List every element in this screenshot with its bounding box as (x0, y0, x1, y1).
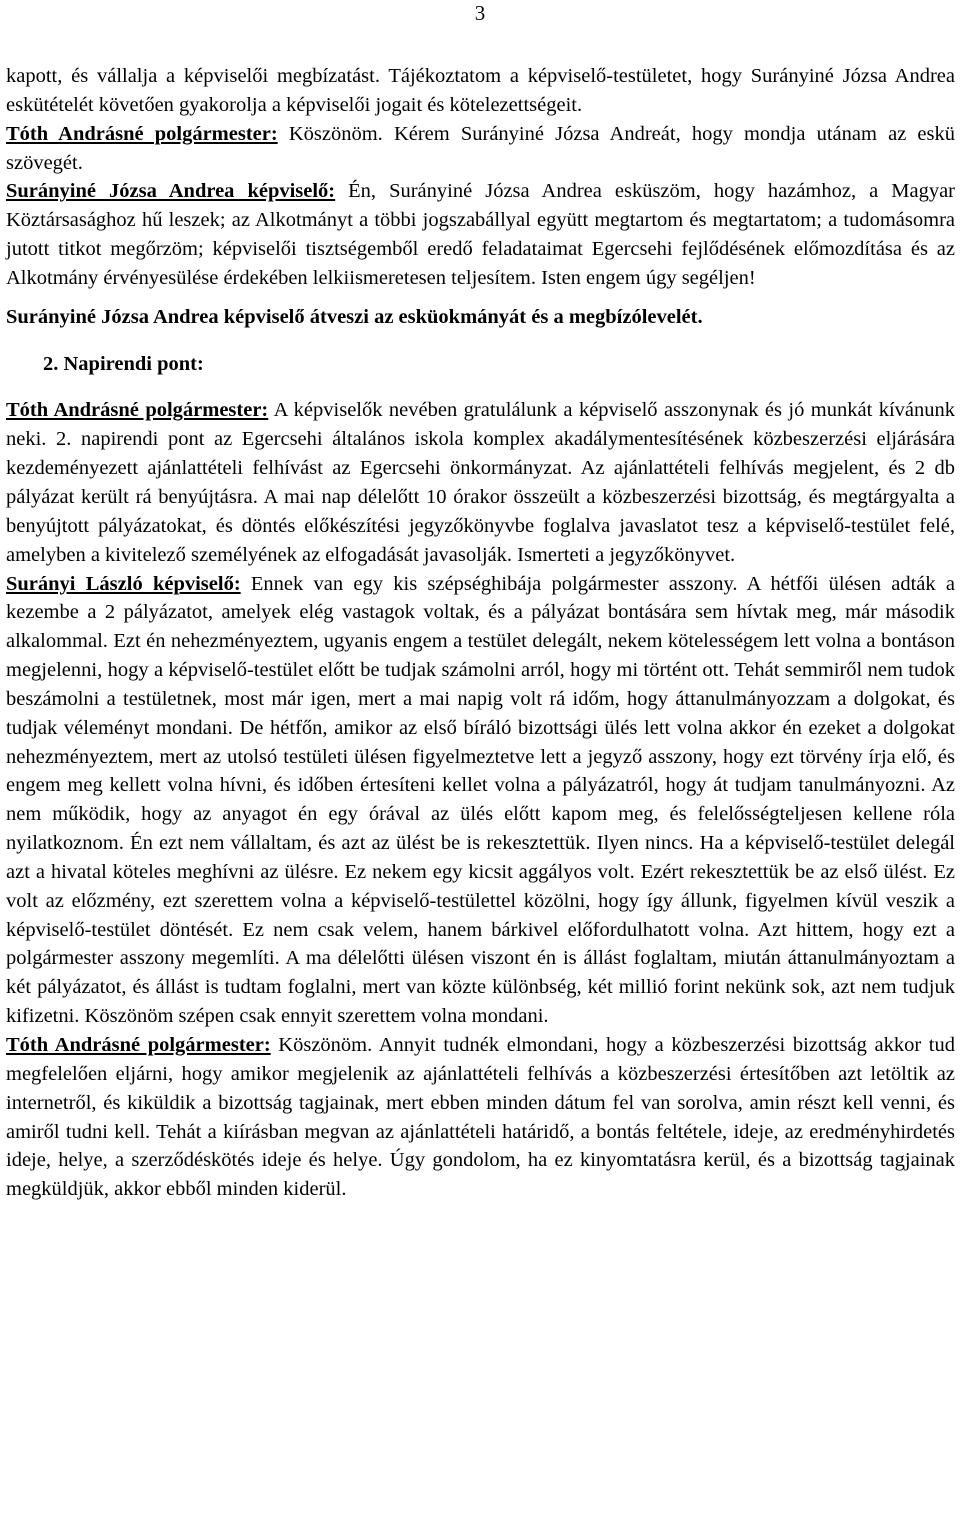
paragraph-text: Köszönöm. Annyit tudnék elmondani, hogy a közbeszerzési bizottság akkor tud megfelelően eljárni, hogy amikor megjelenik az ajánlattételi felhívás a közbeszerzési értesítőben azt letöltik az internetről, és kiküldik a bizottság tagjainak, mert ebben minden dátum fel van sorolva, amin részt kell venni, és amiről tudni kell. Tehát a kiírásban megvan az ajánlattételi határidő, a bontás feltétele, ideje, az eredményhirdetés ideje, helye, a szerződéskötés ideje és helye. Úgy gondolom, ha ez kinyomtatásra kerül, és a bizottság tagjainak megküldjük, akkor ebből minden kiderül. (6, 1034, 955, 1201)
paragraph-5 (6, 570, 955, 1032)
paragraph-3 (6, 177, 955, 292)
document-body (6, 62, 955, 1204)
paragraph-text: Köszönöm. Kérem Surányiné Józsa Andreát, hogy mondja utánam az eskü szövegét. (6, 122, 956, 174)
bold-note: Surányiné Józsa Andrea képviselő átveszi az esküokmányát és a megbízólevelét. (6, 305, 703, 328)
speaker-label: Surányiné Józsa Andrea képviselő: (6, 180, 336, 203)
paragraph-4 (6, 396, 955, 569)
paragraph-6 (6, 1031, 955, 1204)
speaker-label: Surányi László képviselő: (6, 572, 241, 595)
paragraph-text: A képviselők nevében gratulálunk a képviselő asszonynak és jó munkát kívánunk neki. 2. napirendi pont az Egercsehi általános iskola komplex akadálymentesítésének közbeszerzési eljárására kezdeményezett ajánlattételi felhívást az Egercsehi önkormányzat. Az ajánlattételi felhívás megjelent, és 2 db pályázat került rá benyújtásra. A mai nap délelőtt 10 órakor összeült a közbeszerzési bizottság, és megtárgyalta a benyújtott pályázatokat, és döntés előkészítési jegyzőkönyvbe foglalva javaslatot tesz a képviselő-testület felé, amelyben a kivitelező személyének az elfogadását javasolják. Ismerteti a jegyzőkönyvet. (6, 399, 955, 566)
agenda-heading: 2. Napirendi pont: (43, 352, 204, 375)
page-number: 3 (474, 1, 486, 25)
paragraph-text: Ennek van egy kis szépséghibája polgármester asszony. A hétfői ülésen adták a kezembe a 2 pályázatot, amelyek elég vastagok voltak, és a pályázat bontására sem hívtak meg, már második alkalommal. Ezt én nehezményeztem, ugyanis engem a testület delegált, nekem kötelességem lett volna a bontáson megjelenni, hogy a képviselő-testület előtt be tudjak számolni arról, hogy mi történt ott. Tehát semmiről nem tudok beszámolni a testületnek, most már igen, mert a mai napig volt rá időm, hogy áttanulmányozzam a dolgokat, és tudjak véleményt mondani. De hétfőn, amikor az első bíráló bizottsági ülés lett volna akkor én ezeket a dolgokat nehezményeztem, mert az utolsó testületi ülésen figyelmeztetve lett a jegyző asszony, hogy ezt törvény írja elő, és engem meg kellett volna hívni, és időben értesíteni kellet volna a pályázatról, hogy át tudjam tanulmányozni. Az nem működik, hogy az anyagot én egy órával az ülés előtt kapom meg, és felelősségteljesen kellene róla nyilatkoznom. Én ezt nem vállaltam, és azt az ülést be is rekesztettük. Ilyen nincs. Ha a képviselő-testület delegál azt a hivatal köteles meghívni az ülésre. Ez nekem egy kicsit aggályos volt. Ezért rekesztettük be az első ülést. Ez volt az előzmény, ezt szerettem volna a képviselő-testülettel közölni, hogy így állunk, figyelmen kívül veszik a képviselő-testület döntését. Ez nem csak velem, hanem bárkivel előfordulhatott volna. Azt hittem, hogy ezt a polgármester asszony megemlíti. A ma délelőtti ülésen viszont én is állást foglaltam, miután áttanulmányoztam a két pályázatot, és állást is tudtam foglalni, mert van közte különbség, két millió forint nekünk sok, azt nem tudjuk kifizetni. Köszönöm szépen csak ennyit szerettem volna mondani. (6, 572, 955, 1028)
spacer (6, 378, 955, 396)
spacer (6, 332, 955, 350)
paragraph-1 (6, 62, 955, 120)
paragraph-text: kapott, és vállalja a képviselői megbízatást. Tájékoztatom a képviselő-testületet, hogy Surányiné Józsa Andrea eskütételét követően gyakorolja a képviselői jogait és kötelezettségeit. (6, 65, 955, 116)
paragraph-text: Én, Surányiné Józsa Andrea esküszöm, hogy hazámhoz, a Magyar Köztársasághoz hű leszek; az Alkotmányt a többi jogszabállyal együtt megtartom és megtartatom; a tudomásomra jutott titkot megőrzöm; képviselői tisztségemből eredő feladataimat Egercsehi fejlődésének előmozdítása és az Alkotmány érvényesülése érdekében lelkiismeretesen teljesítem. Isten engem úgy segéljen! (6, 180, 955, 289)
paragraph-2 (6, 120, 955, 178)
speaker-label: Tóth Andrásné polgármester: (6, 399, 269, 422)
spacer (6, 293, 955, 303)
speaker-label: Tóth Andrásné polgármester: (6, 1034, 271, 1056)
speaker-label: Tóth Andrásné polgármester: (6, 122, 278, 145)
